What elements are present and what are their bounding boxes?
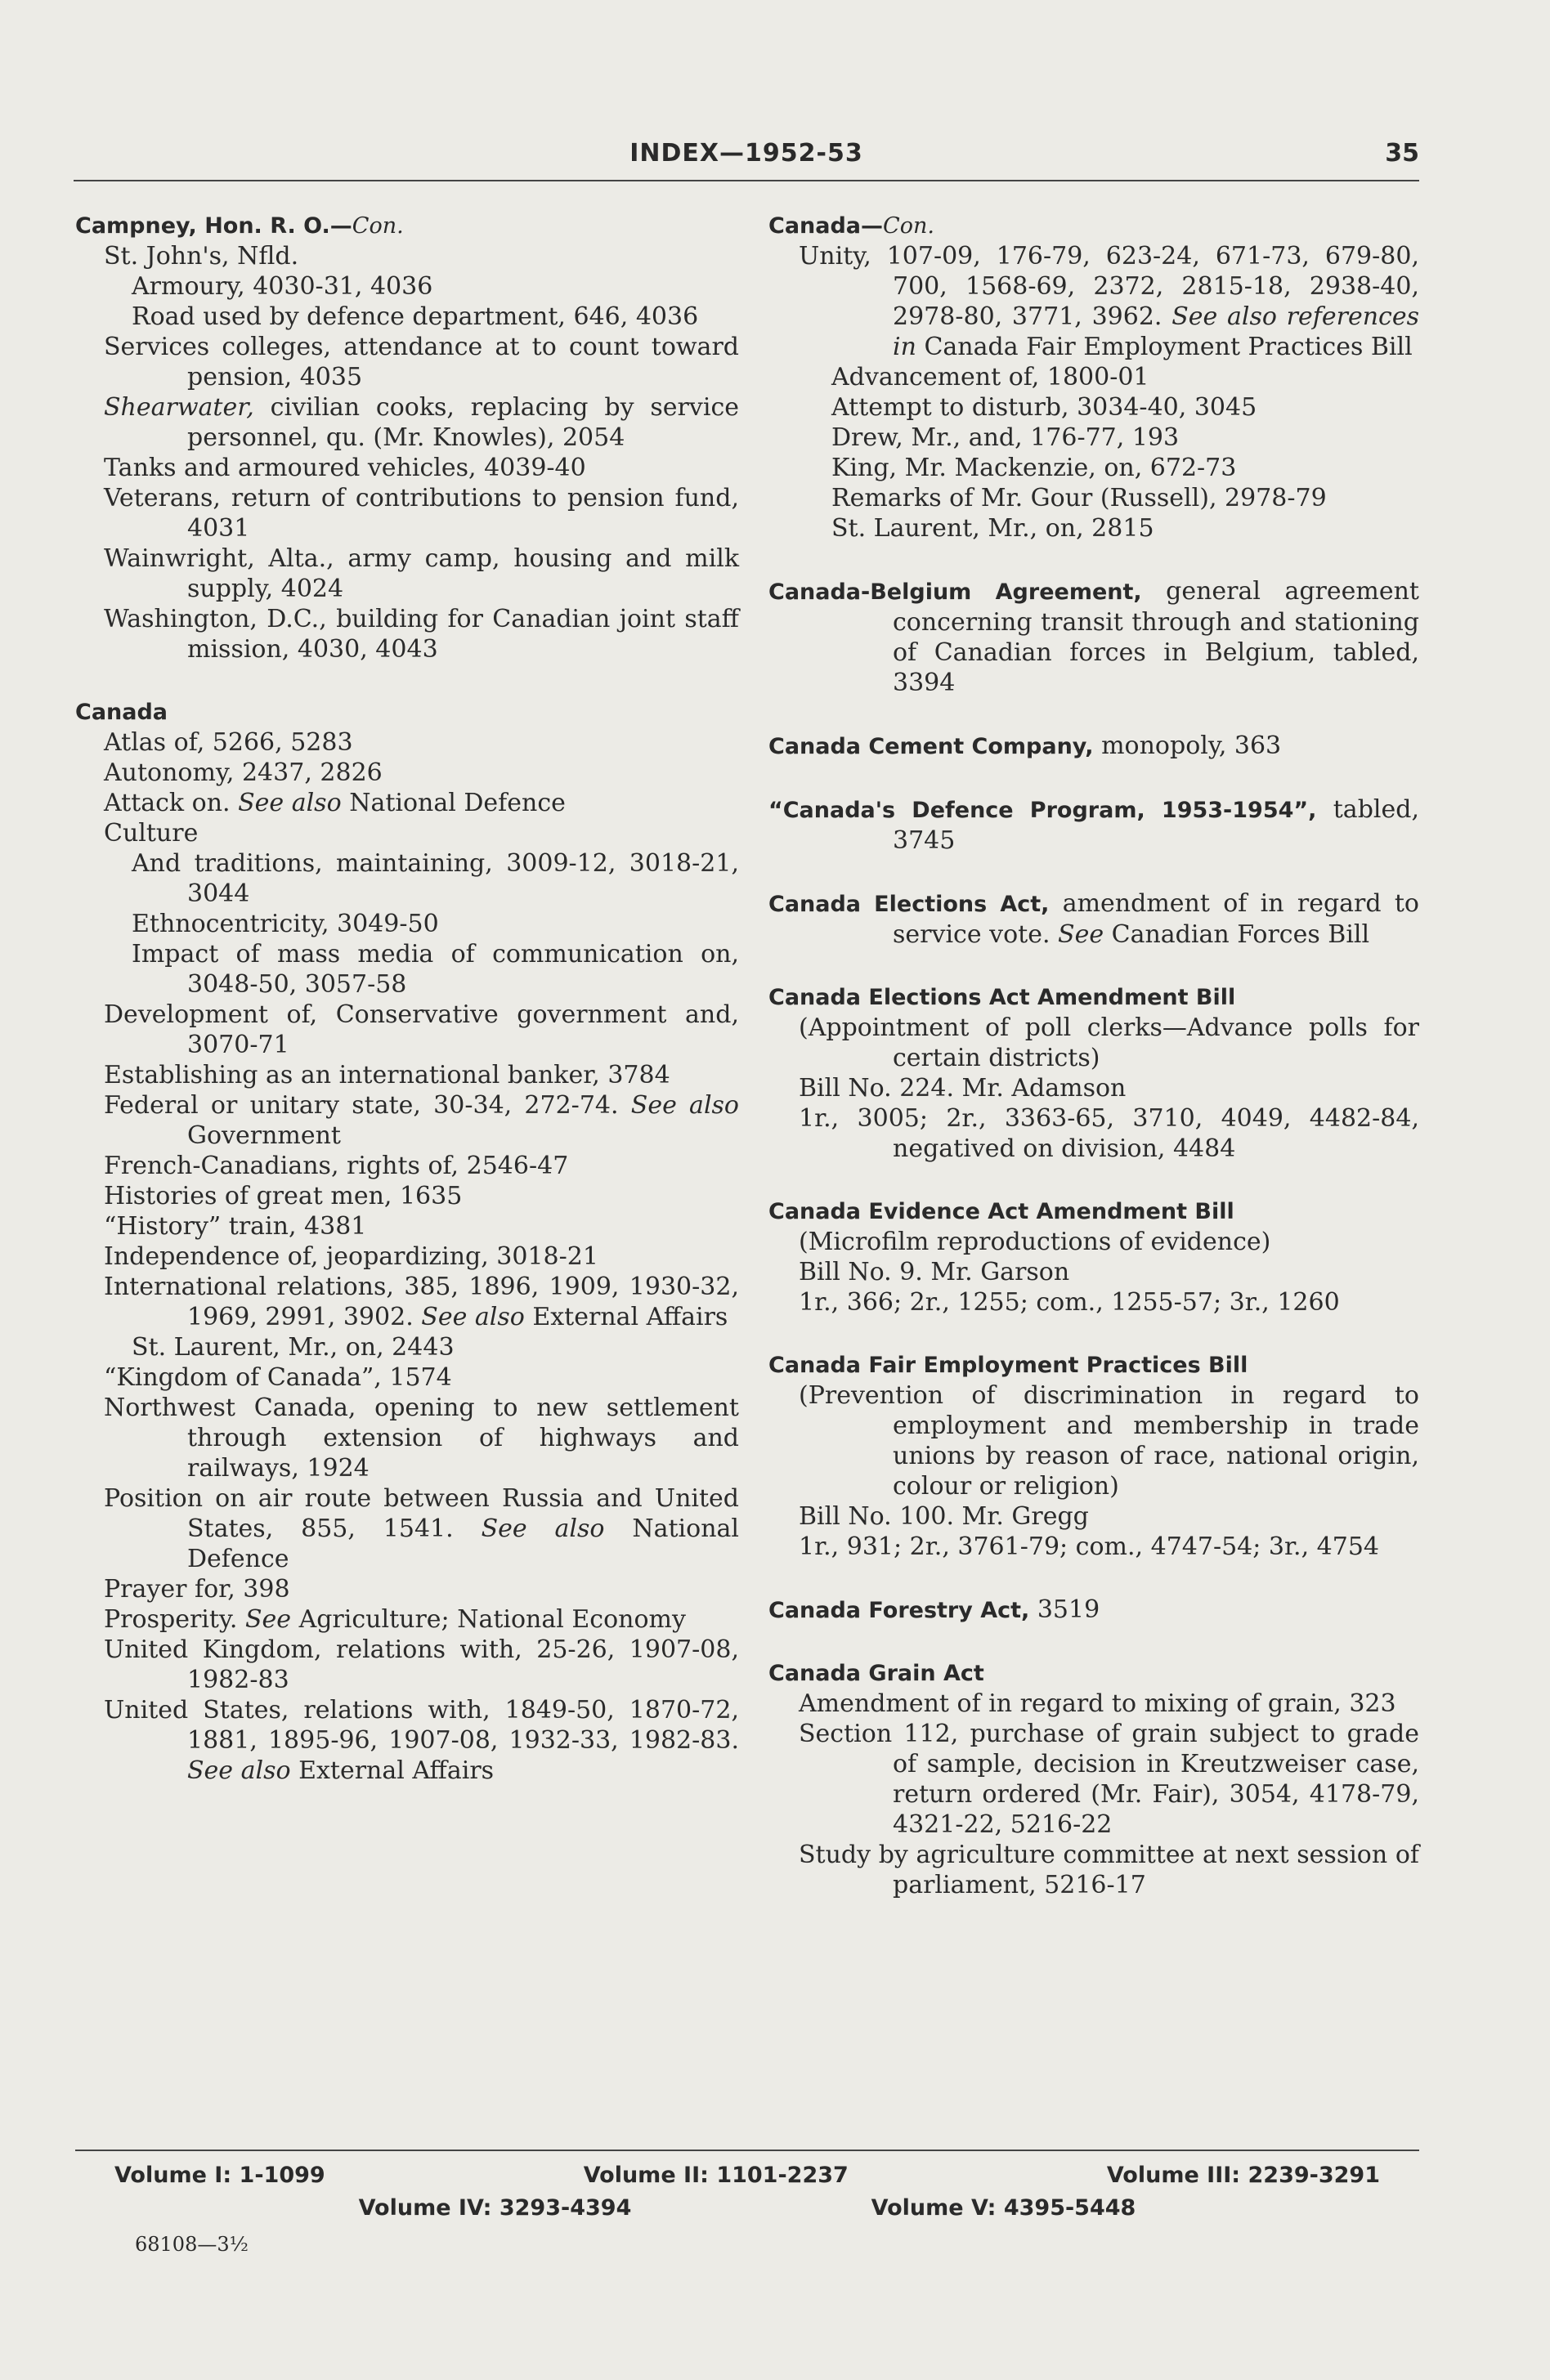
- subentry: Study by agriculture committee at next session of parliament, 5216-17: [799, 1841, 1419, 1899]
- subentry: Atlas of, 5266, 5283: [104, 728, 353, 757]
- entry-heading: Canada Elections Act Amendment Bill: [768, 985, 1236, 1010]
- printer-mark: 68108—3½: [135, 2233, 249, 2256]
- page-number: 35: [1385, 139, 1419, 168]
- subentry: United Kingdom, relations with, 25-26, 1907-08, 1982-83: [104, 1635, 739, 1694]
- subentry: Establishing as an international banker, 3784: [104, 1061, 670, 1089]
- subentry: Remarks of Mr. Gour (Russell), 2978-79: [831, 484, 1327, 512]
- volume-label: Volume I: 1-1099: [114, 2163, 325, 2188]
- volume-label: Volume V: 4395-5448: [871, 2195, 1136, 2221]
- subentry: 1r., 366; 2r., 1255; com., 1255-57; 3r., 1260: [799, 1288, 1340, 1317]
- subentry: Prosperity. See Agriculture; National Economy: [104, 1605, 686, 1634]
- subentry: Veterans, return of contributions to pension fund, 4031: [104, 484, 739, 543]
- subentry: Services colleges, attendance at to count toward pension, 4035: [104, 333, 739, 391]
- subentry: Federal or unitary state, 30-34, 272-74. See also Government: [104, 1091, 739, 1150]
- subentry: Northwest Canada, opening to new settlement through extension of highways and railways, 1924: [104, 1394, 739, 1483]
- index-entry-canada: [75, 697, 739, 1786]
- volume-footer: [75, 2150, 1419, 2225]
- subentry: Shearwater, civilian cooks, replacing by service personnel, qu. (Mr. Knowles), 2054: [104, 393, 739, 452]
- left-column: [75, 211, 739, 1786]
- subentry: Development of, Conservative government and, 3070-71: [104, 1000, 739, 1059]
- subentry: Ethnocentricity, 3049-50: [132, 910, 439, 938]
- subentry: “Kingdom of Canada”, 1574: [104, 1363, 452, 1392]
- subentry: Washington, D.C., building for Canadian joint staff mission, 4030, 4043: [104, 605, 739, 664]
- volume-label: Volume II: 1101-2237: [583, 2163, 849, 2188]
- subentry: Autonomy, 2437, 2826: [104, 758, 383, 787]
- entry-heading: Canada Grain Act: [768, 1661, 984, 1686]
- subentry: St. John's, Nfld.: [104, 242, 299, 271]
- right-column: [768, 211, 1419, 1900]
- subentry: Culture: [104, 819, 199, 848]
- subentry: Prayer for, 398: [104, 1575, 290, 1604]
- subentry: St. Laurent, Mr., on, 2443: [132, 1333, 455, 1362]
- subentry: St. Laurent, Mr., on, 2815: [831, 514, 1154, 543]
- subentry: Drew, Mr., and, 176-77, 193: [831, 423, 1180, 452]
- index-entry-defence-program: “Canada's Defence Program, 1953-1954”, tabled, 3745: [768, 795, 1419, 855]
- index-entry-canada-belgium: Canada-Belgium Agreement, general agreement concerning transit through and stationing of Canadian forces in Belgium, tabled, 3394: [768, 577, 1419, 697]
- volume-label: Volume III: 2239-3291: [1106, 2163, 1380, 2188]
- subentry: International relations, 385, 1896, 1909, 1930-32, 1969, 2991, 3902. See also External Affairs: [104, 1273, 739, 1331]
- subentry: Histories of great men, 1635: [104, 1182, 463, 1210]
- volume-label: Volume IV: 3293-4394: [358, 2195, 632, 2221]
- subentry: 1r., 3005; 2r., 3363-65, 3710, 4049, 4482-84, negatived on division, 4484: [799, 1104, 1419, 1163]
- index-entry-fair-employment-bill: [768, 1350, 1419, 1562]
- subentry: Independence of, jeopardizing, 3018-21: [104, 1242, 598, 1271]
- entry-heading: Campney, Hon. R. O.—Con.: [75, 213, 404, 239]
- subentry: Road used by defence department, 646, 4036: [132, 302, 699, 331]
- index-entry-elections-act: Canada Elections Act, amendment of in regard to service vote. See Canadian Forces Bill: [768, 889, 1419, 949]
- subentry: Advancement of, 1800-01: [831, 363, 1149, 391]
- volume-row-1: [75, 2159, 1419, 2192]
- subentry: Tanks and armoured vehicles, 4039-40: [104, 454, 586, 482]
- index-entry-campney: [75, 211, 739, 664]
- subentry: Position on air route between Russia and United States, 855, 1541. See also National Defence: [104, 1484, 740, 1573]
- page-title: INDEX—1952-53: [629, 139, 863, 168]
- entry-heading: Canada: [75, 700, 168, 725]
- index-entry-evidence-amendment-bill: [768, 1197, 1419, 1318]
- subentry: Impact of mass media of communication on, 3048-50, 3057-58: [132, 940, 739, 999]
- running-head: [74, 131, 1419, 181]
- index-entry-canada-con: [768, 211, 1419, 544]
- subentry: (Prevention of discrimination in regard to employment and membership in trade unions by reason of race, national origin, colour or religion): [799, 1381, 1419, 1501]
- subentry: United States, relations with, 1849-50, 1870-72, 1881, 1895-96, 1907-08, 1932-33, 1982-83. See also External Affairs: [104, 1696, 739, 1785]
- subentry: Attack on. See also National Defence: [104, 789, 566, 817]
- entry-heading: Canada Fair Employment Practices Bill: [768, 1353, 1248, 1378]
- subentry: French-Canadians, rights of, 2546-47: [104, 1152, 569, 1180]
- index-entry-elections-amendment-bill: [768, 982, 1419, 1164]
- index-entry-forestry-act: Canada Forestry Act, 3519: [768, 1595, 1100, 1624]
- subentry: Armoury, 4030-31, 4036: [132, 272, 433, 301]
- subentry: Amendment of in regard to mixing of grain, 323: [799, 1689, 1396, 1718]
- subentry: Attempt to disturb, 3034-40, 3045: [831, 393, 1257, 422]
- subentry: Bill No. 9. Mr. Garson: [799, 1258, 1070, 1286]
- entry-heading: Canada—Con.: [768, 213, 934, 239]
- subentry: And traditions, maintaining, 3009-12, 3018-21, 3044: [132, 849, 739, 908]
- subentry: King, Mr. Mackenzie, on, 672-73: [831, 454, 1237, 482]
- subentry: (Appointment of poll clerks—Advance polls for certain districts): [799, 1013, 1419, 1072]
- volume-row-2: [75, 2192, 1419, 2225]
- subentry: 1r., 931; 2r., 3761-79; com., 4747-54; 3r., 4754: [799, 1532, 1379, 1561]
- subentry: Bill No. 224. Mr. Adamson: [799, 1074, 1127, 1103]
- index-entry-grain-act: [768, 1658, 1419, 1900]
- subentry: (Microfilm reproductions of evidence): [799, 1228, 1271, 1256]
- subentry: Bill No. 100. Mr. Gregg: [799, 1502, 1089, 1531]
- subentry: Unity, 107-09, 176-79, 623-24, 671-73, 679-80, 700, 1568-69, 2372, 2815-18, 2938-40, 2978-80, 3771, 3962. See also references in Canada Fair Employment Practices Bill: [799, 242, 1420, 361]
- entry-heading: Canada Evidence Act Amendment Bill: [768, 1199, 1234, 1224]
- index-entry-canada-cement: Canada Cement Company, monopoly, 363: [768, 731, 1282, 760]
- subentry: “History” train, 4381: [104, 1212, 367, 1241]
- subentry: Wainwright, Alta., army camp, housing and milk supply, 4024: [104, 544, 739, 603]
- subentry: Section 112, purchase of grain subject to grade of sample, decision in Kreutzweiser case, return ordered (Mr. Fair), 3054, 4178-79, 4321-22, 5216-22: [799, 1720, 1419, 1839]
